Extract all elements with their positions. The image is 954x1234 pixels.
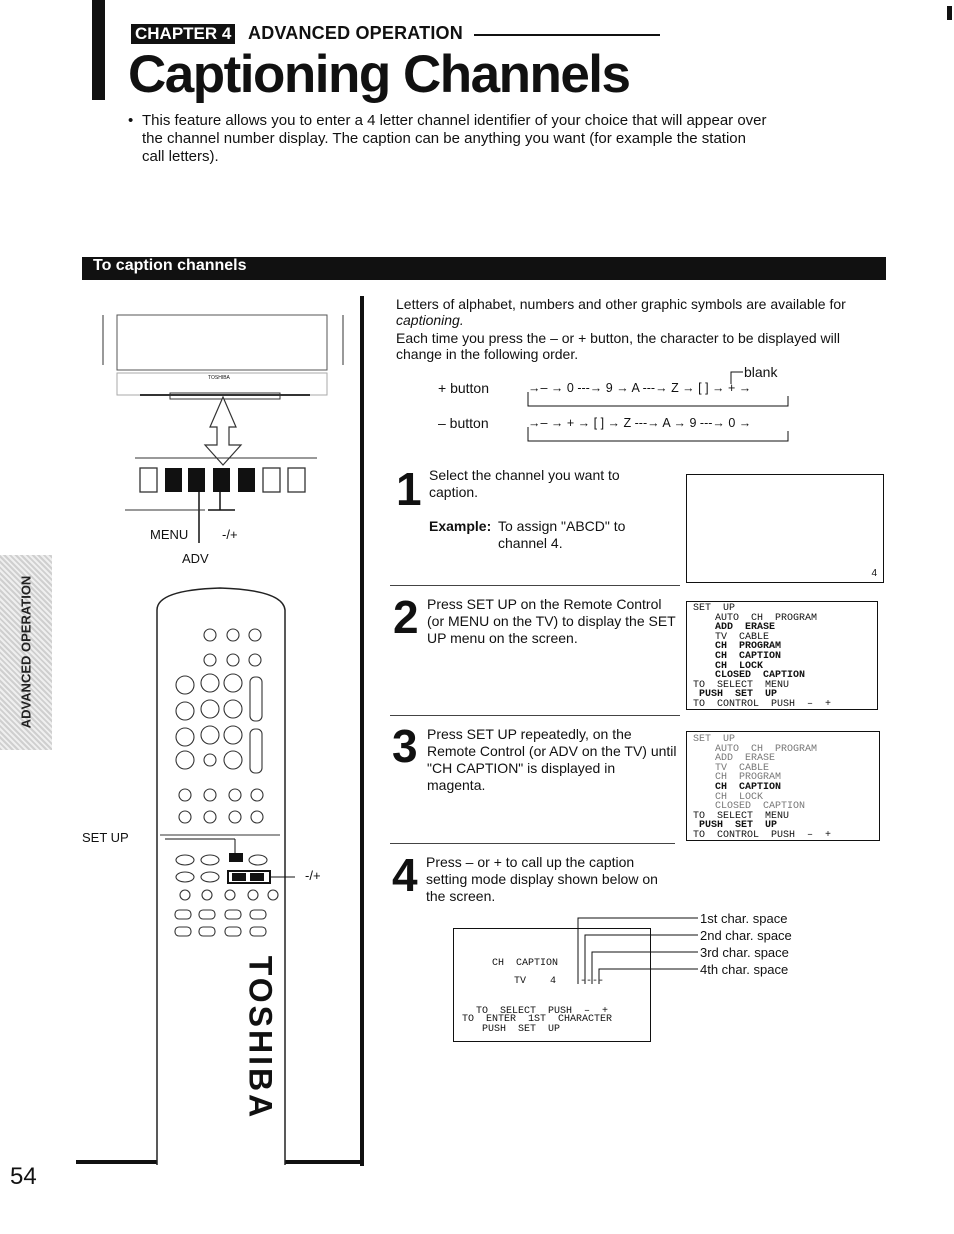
column-divider (360, 296, 364, 1166)
adv-label: ADV (182, 551, 209, 566)
page-title: Captioning Channels (128, 45, 630, 104)
osd-line: TV CABLE (715, 762, 770, 774)
plusminus-label: -/+ (222, 527, 238, 542)
symbols-line-3: Each time you press the – or + button, the character to be displayed will (396, 330, 840, 346)
step-4-number: 4 (392, 849, 418, 901)
step-2-divider (390, 715, 680, 716)
screen-channel: 4 (871, 568, 877, 579)
page-number: 54 (10, 1163, 37, 1190)
osd-line: CH LOCK (715, 791, 764, 803)
osd-line: TO SELECT MENU (693, 679, 790, 691)
callout-3: 3rd char. space (700, 945, 789, 960)
osd-line: TO CONTROL PUSH – + (693, 698, 832, 710)
osd-line: CH CAPTION (715, 650, 782, 662)
osd-line: CLOSED CAPTION (715, 801, 806, 813)
symbols-line-1: Letters of alphabet, numbers and other graphic symbols are available for (396, 296, 846, 312)
menu-label: MENU (150, 527, 189, 542)
osd-instr-3: PUSH SET UP (482, 1024, 561, 1035)
callout-4: 4th char. space (700, 962, 789, 977)
tv-remote-illustration (95, 305, 360, 1165)
osd-line: TO CONTROL PUSH – + (693, 829, 832, 841)
osd-line: TO SELECT MENU (693, 810, 790, 822)
callout-1: 1st char. space (700, 911, 788, 926)
step-1-screen (686, 474, 884, 583)
callout-lines (570, 912, 700, 992)
step-1-number: 1 (396, 463, 422, 515)
tv-brand: TOSHIBA (208, 375, 230, 381)
minus-loop (526, 423, 796, 447)
chapter-title: ADVANCED OPERATION (248, 23, 463, 43)
step-2-text: Press SET UP on the Remote Control (or MENU on the TV) to display the SET UP menu on the screen. (427, 596, 676, 646)
plus-sequence: →– → 0 ---→ 9 → A ---→ Z → [ ] → + → (528, 381, 752, 395)
osd-line: CH PROGRAM (715, 641, 782, 653)
osd-line: SET UP (693, 734, 736, 745)
symbols-line-2: captioning. (396, 312, 464, 328)
osd-line: CH PROGRAM (715, 772, 782, 784)
step-2-osd (686, 601, 878, 710)
osd-line: AUTO CH PROGRAM (715, 612, 818, 624)
chapter-tag: CHAPTER 4 (131, 24, 235, 44)
plus-button-label: + button (438, 380, 489, 396)
osd-line: ADD ERASE (715, 622, 776, 634)
remote-brand: TOSHIBA (242, 955, 279, 1121)
corner-mark (947, 6, 952, 20)
step-3-number: 3 (392, 720, 418, 772)
osd-tv: TV 4 ---- (514, 976, 605, 987)
osd-line: PUSH SET UP (699, 820, 778, 832)
chapter-bar (92, 0, 105, 100)
remote-plusminus-label: -/+ (305, 868, 321, 883)
chapter-rule (474, 34, 660, 36)
osd-line: CH LOCK (715, 660, 764, 672)
step-1-text: Select the channel you want to caption. (429, 467, 620, 500)
plus-loop (526, 388, 796, 412)
osd-line: CLOSED CAPTION (715, 670, 806, 682)
osd-instr-2: TO ENTER 1ST CHARACTER (462, 1014, 613, 1025)
step-1-divider (390, 585, 680, 586)
section-title: To caption channels (93, 257, 247, 274)
intro-text: This feature allows you to enter a 4 letter channel identifier of your choice that will appear over the channel number display. The caption can be anything you want (for example the station call letters). (142, 112, 767, 165)
step-3-text: Press SET UP repeatedly, on the Remote Control (or ADV on the TV) until "CH CAPTION" is displayed in magenta. (427, 726, 677, 793)
osd-line: PUSH SET UP (699, 689, 778, 701)
osd-line: SET UP (693, 603, 736, 614)
side-tab-label: ADVANCED OPERATION (18, 575, 34, 729)
step-2-number: 2 (393, 591, 419, 643)
step-4-text: Press – or + to call up the caption setting mode display shown below on the screen. (426, 854, 658, 904)
step-3-divider (390, 843, 675, 844)
example-text: To assign "ABCD" to channel 4. (498, 518, 626, 551)
osd-title: CH CAPTION (492, 958, 559, 969)
bullet: • (128, 112, 134, 129)
blank-label: blank (744, 364, 778, 380)
symbols-line-4: change in the following order. (396, 346, 579, 362)
osd-instr-1: TO SELECT PUSH – + (476, 1006, 609, 1017)
osd-line-highlight: CH CAPTION (715, 781, 782, 793)
osd-line: AUTO CH PROGRAM (715, 743, 818, 755)
step-3-osd (686, 731, 880, 841)
callout-2: 2nd char. space (700, 928, 792, 943)
example-label: Example: (429, 518, 492, 534)
intro-paragraph (128, 112, 768, 166)
setup-label: SET UP (82, 830, 129, 845)
minus-sequence: →– → + → [ ] → Z ---→ A → 9 ---→ 0 → (528, 416, 752, 430)
osd-line: TV CABLE (715, 631, 770, 643)
minus-button-label: – button (438, 415, 489, 431)
osd-line: ADD ERASE (715, 753, 776, 765)
